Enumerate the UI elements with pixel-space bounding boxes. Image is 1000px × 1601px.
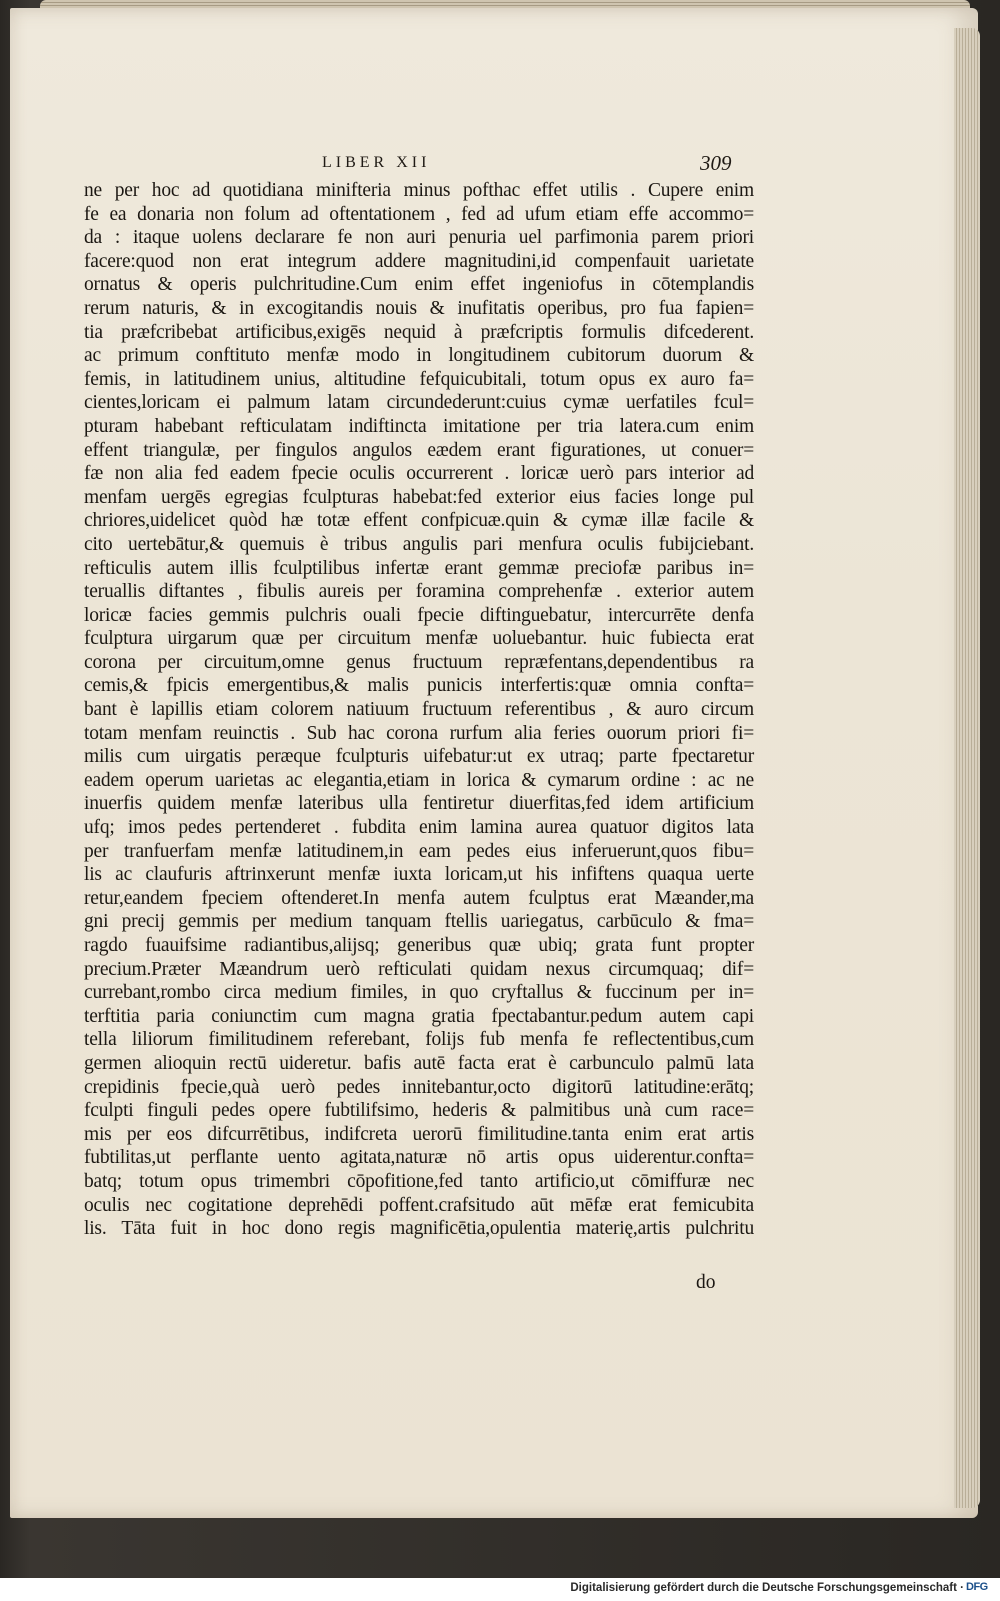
text-line: effent triangulæ, per fingulos angulos eædem erant figurationes, ut conuer= [84, 439, 754, 461]
text-line: ornatus & operis pulchritudine.Cum enim effet ingeniofus in cōtemplandis [84, 274, 754, 296]
dfg-logo-icon: DFG [966, 1581, 988, 1593]
text-line: terftitia paria coniunctim cum magna gratia fpectabantur.pedum autem capi [84, 1005, 754, 1027]
text-line: cemis,& fpicis emergentibus,& malis punicis interfertis:quæ omnia confta= [84, 675, 754, 697]
text-line: da : itaque uolens declarare fe non auri penuria uel parfimonia parem priori [84, 227, 754, 249]
text-line: bant è lapillis etiam colorem natiuum fructuum referentibus , & auro circum [84, 699, 754, 721]
text-line: fubtilitas,ut perflante uento agitata,naturæ nō artis opus uiderentur.confta= [84, 1147, 754, 1169]
text-line: lis. Tāta fuit in hoc dono regis magnificētia,opulentia materię,artis pulchritu [84, 1218, 754, 1240]
text-line: corona per circuitum,omne genus fructuum repræfentans,dependentibus ra [84, 651, 754, 673]
text-line: cito uertebātur,& quemuis è tribus angulis pari menfura oculis fubijciebant. [84, 533, 754, 555]
catchword: do [696, 1272, 716, 1293]
text-line: loricæ facies gemmis pulchris ouali fpecie diftinguebatur, intercurrēte denfa [84, 604, 754, 626]
text-line: gni precij gemmis per medium tanquam ftellis uariegatus, carbūculo & fma= [84, 911, 754, 933]
book-fore-edge [954, 28, 980, 1508]
text-line: oculis nec cogitatione deprehēdi poffent.crafsitudo aūt mēfæ erat femicubita [84, 1194, 754, 1216]
text-line: germen alioquin rectū uideretur. bafis autē facta erat è carbunculo palmū lata [84, 1052, 754, 1074]
page-header [10, 151, 978, 178]
book-page [10, 8, 978, 1518]
text-line: fe ea donaria non folum ad oftentationem , fed ad ufum etiam effe accommo= [84, 203, 754, 225]
text-line: totam menfam reuinctis . Sub hac corona rurfum alia feries ouorum priori fi= [84, 722, 754, 744]
text-line: fæ non alia fed eadem fpecie oculis occurrerent . loricæ uerò pars interior ad [84, 463, 754, 485]
text-line: pturam habebant refticulatam indiftincta imitatione per tria latera.cum enim [84, 415, 754, 437]
text-line: precium.Præter Mæandrum uerò refticulati quidam nexus circumquaq; dif= [84, 958, 754, 980]
text-line: cientes,loricam ei palmum latam circundederunt:cuius cymæ uerfatiles fcul= [84, 392, 754, 414]
footer-bar [0, 1578, 1000, 1601]
text-line: femis, in latitudinem unius, altitudine fefquicubitali, totum opus ex auro fa= [84, 368, 754, 390]
text-line: batq; totum opus trimembri cōpofitione,fed tanto artificio,ut cōmiffuræ nec [84, 1170, 754, 1192]
page-number: 309 [700, 151, 732, 175]
text-line: currebant,rombo circa medium fimiles, in quo cryftallus & fuccinum per in= [84, 982, 754, 1004]
text-line: teruallis diftantes , fibulis aureis per foramina comprehenfæ . exterior autem [84, 581, 754, 603]
text-line: tia præfcribebat artificibus,exigēs nequid à præfcriptis formulis difcederent. [84, 321, 754, 343]
text-line: fculptura uirgarum quæ per circuitum menfæ uoluebantur. huic fubiecta erat [84, 628, 754, 650]
text-line: facere:quod non erat integrum addere magnitudini,id compenfauit uarietate [84, 250, 754, 272]
running-head: LIBER XII [322, 154, 431, 171]
text-line: ufq; imos pedes pertenderet . fubdita enim lamina aurea quatuor digitos lata [84, 817, 754, 839]
text-line: ac primum conftituto menfæ modo in longitudinem cubitorum duorum & [84, 345, 754, 367]
text-line: lis ac claufuris aftrinxerunt menfæ iuxta loricam,ut his infiftens quaqua uerte [84, 864, 754, 886]
text-line: mis per eos difcurrētibus, indifcreta uerorū fimilitudine.tanta enim erat artis [84, 1123, 754, 1145]
text-line: eadem operum uarietas ac elegantia,etiam in lorica & cymarum ordine : ac ne [84, 769, 754, 791]
text-line: fculpti finguli pedes opere fubtilifsimo, hederis & palmitibus unà cum race= [84, 1100, 754, 1122]
text-line: retur,eandem fpeciem oftenderet.In menfa autem fculptus erat Mæander,ma [84, 887, 754, 909]
text-line: inuerfis quidem menfæ lateribus ulla fentiretur diuerfitas,fed idem artificium [84, 793, 754, 815]
footer-credit: Digitalisierung gefördert durch die Deutsche Forschungsgemeinschaft · [570, 1582, 964, 1594]
text-line: tella liliorum fimilitudinem referebant, folijs fub menfa fe reflectentibus,cum [84, 1029, 754, 1051]
text-line: rerum naturis, & in excogitandis nouis & inufitatis operibus, pro fua fapien= [84, 297, 754, 319]
text-line: milis cum uirgatis peræque fculpturis uifebatur:ut ex utraq; parte fpectaretur [84, 746, 754, 768]
text-line: refticulis autem illis fculptilibus infertæ erant gemmæ preciofæ paribus in= [84, 557, 754, 579]
text-line: per tranfuerfam menfæ latitudinem,in eam pedes eius inferuerunt,quos fibu= [84, 840, 754, 862]
text-line: crepidinis fpecie,quà uerò pedes innitebantur,octo digitorū latitudine:erātq; [84, 1076, 754, 1098]
body-text [84, 179, 754, 1241]
text-line: ne per hoc ad quotidiana minifteria minus pofthac effet utilis . Cupere enim [84, 180, 754, 201]
text-line: chriores,uidelicet quòd hæ totæ effent confpicuæ.quin & cymæ illæ facile & [84, 510, 754, 532]
text-line: menfam uergēs egregias fculpturas habebat:fed exterior eius facies longe pul [84, 486, 754, 508]
text-line: ragdo fuauifsime radiantibus,alijsq; generibus quæ ubiq; grata funt propter [84, 935, 754, 956]
